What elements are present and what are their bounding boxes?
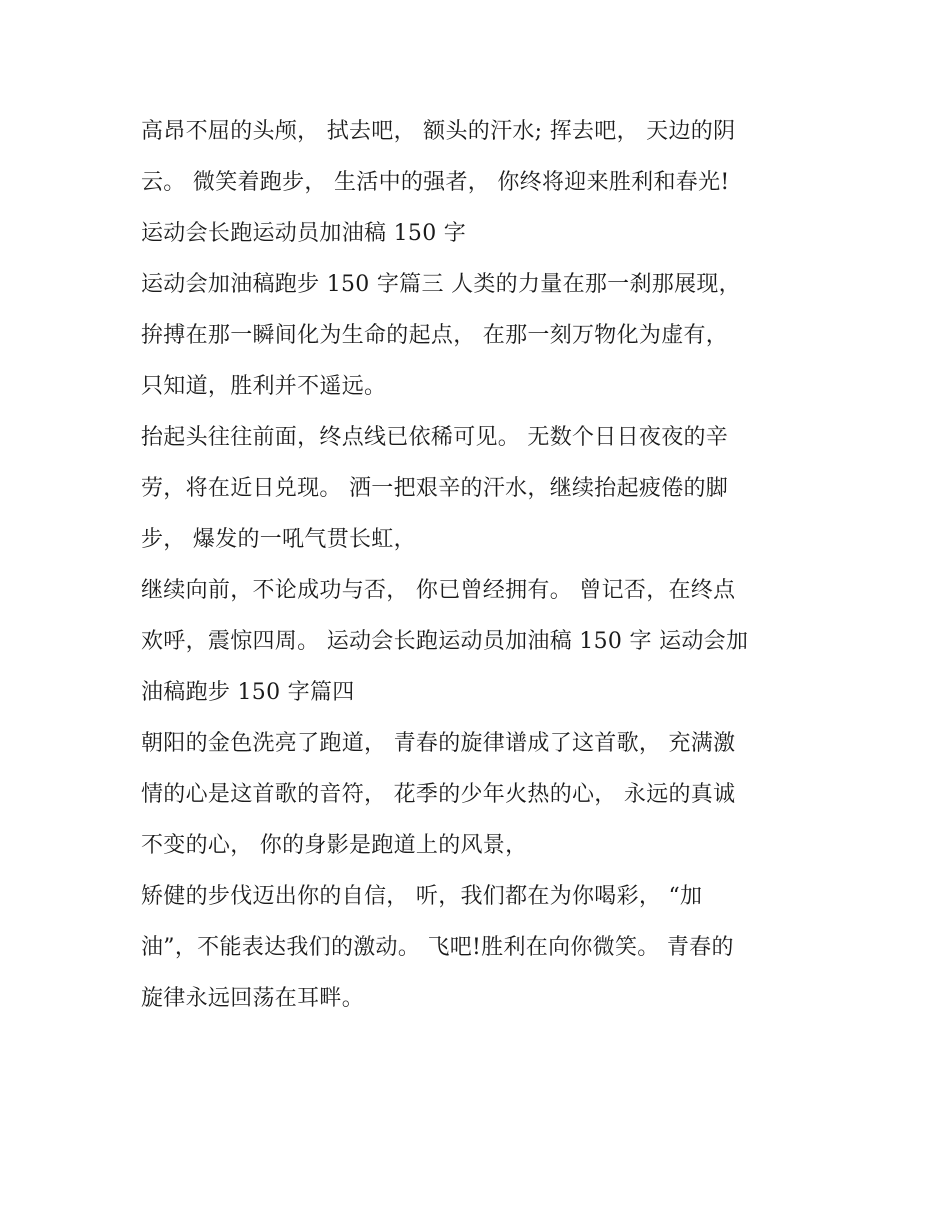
text-line: 矫健的步伐迈出你的自信， 听，我们都在为你喝彩， “加 — [141, 884, 703, 909]
text-line: 继续向前，不论成功与否， 你已曾经拥有。 曾记否，在终点 — [141, 578, 736, 603]
text-line: 高昂不屈的头颅， 拭去吧， 额头的汗水; 挥去吧， 天边的阴 — [141, 119, 736, 144]
text-line: 旋律永远回荡在耳畔。 — [141, 986, 365, 1011]
text-line: 情的心是这首歌的音符， 花季的少年火热的心， 永远的真诚 — [141, 782, 736, 807]
text-line: 只知道，胜利并不遥远。 — [141, 374, 387, 399]
text-line: 油稿跑步 150 字篇四 — [141, 680, 355, 705]
document-body — [141, 106, 811, 1024]
text-line: 运动会长跑运动员加油稿 150 字 — [141, 221, 467, 246]
text-line: 欢呼，震惊四周。 运动会长跑运动员加油稿 150 字 运动会加 — [141, 629, 749, 654]
text-line: 劳，将在近日兑现。 洒一把艰辛的汗水，继续抬起疲倦的脚 — [141, 476, 729, 501]
text-line: 运动会加油稿跑步 150 字篇三 人类的力量在那一刹那展现， — [141, 272, 741, 297]
text-line: 抬起头往往前面，终点线已依稀可见。 无数个日日夜夜的辛 — [141, 425, 729, 450]
text-line: 朝阳的金色洗亮了跑道， 青春的旋律谱成了这首歌， 充满激 — [141, 731, 736, 756]
text-line: 云。 微笑着跑步， 生活中的强者， 你终将迎来胜利和春光! — [141, 170, 730, 195]
text-line: 步， 爆发的一吼气贯长虹， — [141, 527, 416, 552]
text-line: 油”，不能表达我们的激动。 飞吧!胜利在向你微笑。 青春的 — [141, 935, 734, 960]
text-line: 不变的心， 你的身影是跑道上的风景， — [141, 833, 528, 858]
text-line: 拚搏在那一瞬间化为生命的起点， 在那一刻万物化为虚有， — [141, 323, 729, 348]
